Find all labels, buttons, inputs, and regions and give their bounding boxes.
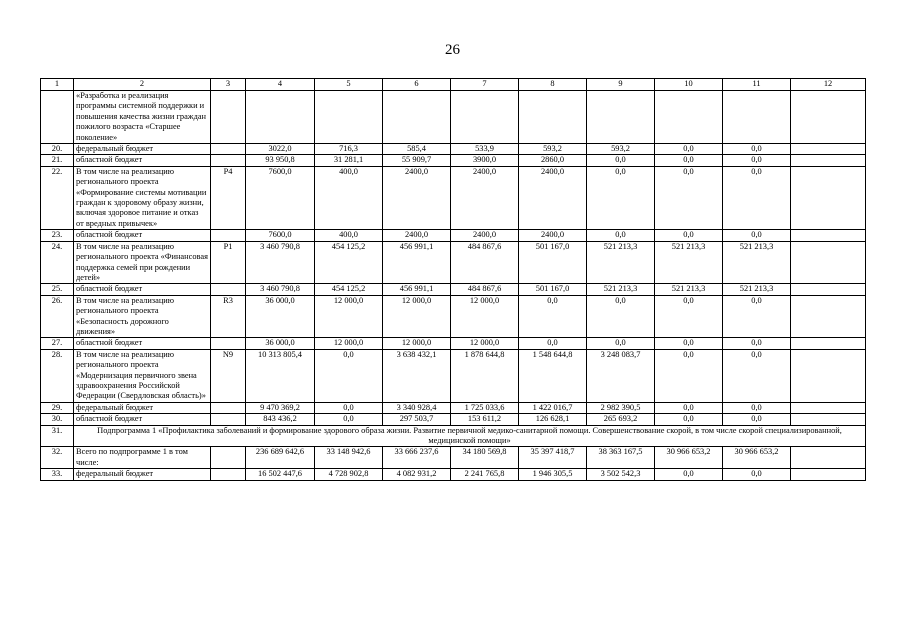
table-cell: 297 503,7: [383, 414, 451, 425]
table-cell: [246, 91, 315, 144]
row-number: 27.: [41, 338, 74, 349]
table-cell: 0,0: [587, 230, 655, 241]
table-cell: 843 436,2: [246, 414, 315, 425]
column-header: 12: [791, 79, 866, 91]
table-cell: 521 213,3: [587, 241, 655, 284]
table-row: [41, 230, 866, 241]
page-number: 26: [445, 42, 460, 58]
project-code: R3: [211, 295, 246, 338]
table-cell: 0,0: [723, 338, 791, 349]
table-cell: 31 281,1: [315, 155, 383, 166]
table-row: [41, 91, 866, 144]
row-label: Всего по подпрограмме 1 в том числе:: [74, 447, 211, 469]
table-cell: 2400,0: [519, 166, 587, 229]
row-number: 28.: [41, 349, 74, 402]
row-label: В том числе на реализацию регионального проекта «Безопасность дорожного движения»: [74, 295, 211, 338]
table-cell: 501 167,0: [519, 241, 587, 284]
table-cell: 2400,0: [383, 230, 451, 241]
table-cell: 0,0: [587, 338, 655, 349]
table-cell: 456 991,1: [383, 241, 451, 284]
table-cell: 0,0: [723, 402, 791, 413]
table-cell: 454 125,2: [315, 284, 383, 295]
table-cell: 33 666 237,6: [383, 447, 451, 469]
table-cell: [383, 91, 451, 144]
table-cell: 716,3: [315, 144, 383, 155]
table-cell: [791, 166, 866, 229]
table-cell: 35 397 418,7: [519, 447, 587, 469]
table-cell: 0,0: [655, 295, 723, 338]
table-cell: 7600,0: [246, 230, 315, 241]
table-cell: 3900,0: [451, 155, 519, 166]
table-cell: 2400,0: [519, 230, 587, 241]
column-header: 1: [41, 79, 74, 91]
table-cell: 456 991,1: [383, 284, 451, 295]
table-cell: 3022,0: [246, 144, 315, 155]
table-cell: [655, 91, 723, 144]
table-cell: 12 000,0: [383, 338, 451, 349]
row-number: [41, 91, 74, 144]
table-cell: 0,0: [655, 144, 723, 155]
project-code: [211, 144, 246, 155]
project-code: [211, 338, 246, 349]
table-cell: [791, 91, 866, 144]
column-header: 9: [587, 79, 655, 91]
column-header: 6: [383, 79, 451, 91]
table-cell: 0,0: [723, 414, 791, 425]
row-label: федеральный бюджет: [74, 469, 211, 480]
table-row: [41, 166, 866, 229]
table-cell: 9 470 369,2: [246, 402, 315, 413]
row-label: «Разработка и реализация программы системной поддержки и повышения качества жизни граждан пожилого возраста «Старшее поколение»: [74, 91, 211, 144]
table-cell: 484 867,6: [451, 241, 519, 284]
table-cell: 1 946 305,5: [519, 469, 587, 480]
table-cell: 0,0: [315, 349, 383, 402]
column-header: 5: [315, 79, 383, 91]
table-cell: 4 728 902,8: [315, 469, 383, 480]
table-cell: 454 125,2: [315, 241, 383, 284]
table-cell: 10 313 805,4: [246, 349, 315, 402]
table-cell: 0,0: [723, 349, 791, 402]
table-cell: [791, 155, 866, 166]
project-code: P1: [211, 241, 246, 284]
table-cell: 1 878 644,8: [451, 349, 519, 402]
table-cell: 0,0: [655, 402, 723, 413]
table-row: [41, 155, 866, 166]
table-row: [41, 295, 866, 338]
project-code: [211, 91, 246, 144]
table-cell: 0,0: [723, 144, 791, 155]
table-cell: 30 966 653,2: [723, 447, 791, 469]
project-code: [211, 402, 246, 413]
project-code: [211, 469, 246, 480]
row-number: 25.: [41, 284, 74, 295]
row-number: 20.: [41, 144, 74, 155]
table-cell: 0,0: [519, 338, 587, 349]
table-row: [41, 447, 866, 469]
table-cell: 585,4: [383, 144, 451, 155]
row-label: областной бюджет: [74, 230, 211, 241]
table-cell: 400,0: [315, 230, 383, 241]
table-cell: 521 213,3: [587, 284, 655, 295]
table-row: [41, 144, 866, 155]
project-code: [211, 155, 246, 166]
table-cell: 0,0: [655, 338, 723, 349]
table-cell: [791, 447, 866, 469]
table-cell: 0,0: [655, 230, 723, 241]
table-cell: [791, 349, 866, 402]
table-cell: 16 502 447,6: [246, 469, 315, 480]
row-number: 30.: [41, 414, 74, 425]
header-row: [41, 79, 866, 91]
table-cell: [451, 91, 519, 144]
table-cell: 521 213,3: [723, 284, 791, 295]
table-cell: 12 000,0: [383, 295, 451, 338]
table-cell: 12 000,0: [451, 338, 519, 349]
row-number: 32.: [41, 447, 74, 469]
table-cell: [723, 91, 791, 144]
column-header: 8: [519, 79, 587, 91]
row-label: областной бюджет: [74, 284, 211, 295]
project-code: [211, 284, 246, 295]
table-cell: 126 628,1: [519, 414, 587, 425]
project-code: [211, 447, 246, 469]
table-cell: [791, 295, 866, 338]
table-cell: 265 693,2: [587, 414, 655, 425]
table-cell: 0,0: [723, 155, 791, 166]
row-number: 29.: [41, 402, 74, 413]
table-cell: 0,0: [723, 166, 791, 229]
table-cell: 521 213,3: [723, 241, 791, 284]
table-cell: [791, 338, 866, 349]
table-cell: 236 689 642,6: [246, 447, 315, 469]
column-header: 10: [655, 79, 723, 91]
row-label: федеральный бюджет: [74, 402, 211, 413]
column-header: 11: [723, 79, 791, 91]
table-cell: [791, 230, 866, 241]
project-code: N9: [211, 349, 246, 402]
table-cell: 7600,0: [246, 166, 315, 229]
table-cell: 0,0: [587, 166, 655, 229]
table-cell: 0,0: [655, 414, 723, 425]
row-label: В том числе на реализацию регионального проекта «Финансовая поддержка семей при рождении детей»: [74, 241, 211, 284]
row-label: федеральный бюджет: [74, 144, 211, 155]
table-cell: 93 950,8: [246, 155, 315, 166]
table-cell: 400,0: [315, 166, 383, 229]
table-cell: 36 000,0: [246, 295, 315, 338]
table-cell: 593,2: [519, 144, 587, 155]
row-label: областной бюджет: [74, 155, 211, 166]
project-code: [211, 414, 246, 425]
table-cell: 3 502 542,3: [587, 469, 655, 480]
table-cell: 55 909,7: [383, 155, 451, 166]
table-cell: 521 213,3: [655, 241, 723, 284]
table-cell: 12 000,0: [315, 295, 383, 338]
row-label: В том числе на реализацию регионального проекта «Модернизация первичного звена здравоохранения Российской Федерации (Свердловская область)»: [74, 349, 211, 402]
table-cell: [791, 469, 866, 480]
table-row: [41, 402, 866, 413]
table-cell: 2400,0: [383, 166, 451, 229]
table-cell: 1 548 644,8: [519, 349, 587, 402]
row-number: 33.: [41, 469, 74, 480]
table-cell: 0,0: [723, 469, 791, 480]
table-cell: 34 180 569,8: [451, 447, 519, 469]
column-header: 3: [211, 79, 246, 91]
table-row: [41, 414, 866, 425]
table-cell: 12 000,0: [315, 338, 383, 349]
subprogram-title: Подпрограмма 1 «Профилактика заболеваний и формирование здорового образа жизни. Развитие первичной медико-санитарной помощи. Совершенствование скорой, в том числе скорой специализированной, медицинской помощи»: [74, 425, 866, 447]
table-cell: 0,0: [655, 469, 723, 480]
table-cell: 0,0: [315, 414, 383, 425]
table-cell: 3 638 432,1: [383, 349, 451, 402]
table-cell: [519, 91, 587, 144]
table-cell: 0,0: [723, 230, 791, 241]
row-label: областной бюджет: [74, 414, 211, 425]
table-cell: 2 982 390,5: [587, 402, 655, 413]
budget-table: [40, 78, 866, 481]
table-cell: 2 241 765,8: [451, 469, 519, 480]
table-cell: 3 248 083,7: [587, 349, 655, 402]
table-row: [41, 425, 866, 447]
table-cell: 593,2: [587, 144, 655, 155]
table-cell: [791, 241, 866, 284]
row-number: 26.: [41, 295, 74, 338]
table-cell: 0,0: [519, 295, 587, 338]
table-row: [41, 338, 866, 349]
table-row: [41, 284, 866, 295]
table-cell: [791, 284, 866, 295]
row-number: 31.: [41, 425, 74, 447]
table-cell: [791, 414, 866, 425]
row-number: 22.: [41, 166, 74, 229]
row-number: 21.: [41, 155, 74, 166]
project-code: P4: [211, 166, 246, 229]
table-cell: 0,0: [655, 155, 723, 166]
column-header: 2: [74, 79, 211, 91]
table-cell: 30 966 653,2: [655, 447, 723, 469]
table-cell: 12 000,0: [451, 295, 519, 338]
table-cell: 3 460 790,8: [246, 284, 315, 295]
table-cell: 4 082 931,2: [383, 469, 451, 480]
row-label: В том числе на реализацию регионального проекта «Формирование системы мотивации граждан к здоровому образу жизни, включая здоровое питание и отказ от вредных привычек»: [74, 166, 211, 229]
table-cell: 1 725 033,6: [451, 402, 519, 413]
table-cell: 2860,0: [519, 155, 587, 166]
row-number: 23.: [41, 230, 74, 241]
table-cell: [791, 402, 866, 413]
table-cell: 0,0: [315, 402, 383, 413]
table-row: [41, 349, 866, 402]
table-cell: 1 422 016,7: [519, 402, 587, 413]
table-cell: [791, 144, 866, 155]
table-cell: 0,0: [655, 166, 723, 229]
table-cell: 484 867,6: [451, 284, 519, 295]
table-cell: 0,0: [723, 295, 791, 338]
column-header: 7: [451, 79, 519, 91]
table-cell: 0,0: [655, 349, 723, 402]
row-label: областной бюджет: [74, 338, 211, 349]
table-cell: 36 000,0: [246, 338, 315, 349]
column-header: 4: [246, 79, 315, 91]
table-cell: 0,0: [587, 295, 655, 338]
table-cell: 521 213,3: [655, 284, 723, 295]
table-cell: [315, 91, 383, 144]
table-cell: 38 363 167,5: [587, 447, 655, 469]
table-row: [41, 469, 866, 480]
project-code: [211, 230, 246, 241]
table-cell: 2400,0: [451, 230, 519, 241]
row-number: 24.: [41, 241, 74, 284]
table-cell: 33 148 942,6: [315, 447, 383, 469]
table-cell: 3 460 790,8: [246, 241, 315, 284]
table-cell: 501 167,0: [519, 284, 587, 295]
table-cell: 3 340 928,4: [383, 402, 451, 413]
table-cell: [587, 91, 655, 144]
table-cell: 2400,0: [451, 166, 519, 229]
table-cell: 0,0: [587, 155, 655, 166]
table-cell: 533,9: [451, 144, 519, 155]
table-cell: 153 611,2: [451, 414, 519, 425]
table-row: [41, 241, 866, 284]
